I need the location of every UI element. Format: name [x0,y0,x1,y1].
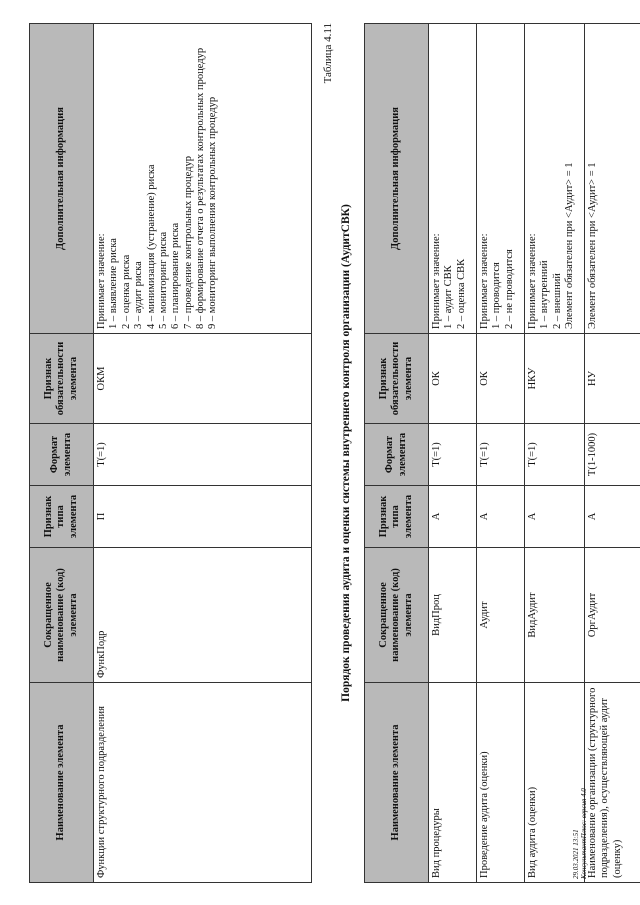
cell-type: А [477,485,525,547]
cell-info [477,23,525,333]
cell-required: ОК [429,333,477,423]
cell-info [585,23,640,333]
info-line: 1 – проводится [491,261,503,329]
header-name: Наименование элемента [30,682,94,882]
header-type: Признак типа элемента [365,485,429,547]
cell-info [94,23,312,333]
info-line: 2 – оценка риска [120,254,132,329]
info-line: 2 – оценка СВК [455,258,467,329]
cell-required: ОК [477,333,525,423]
header-short: Сокращенное наименование (код) элемента [30,547,94,682]
table-row [585,23,640,882]
rotated-page-content [25,22,623,883]
table-continuation [29,23,312,883]
header-format: Формат элемента [30,423,94,485]
cell-short: ВидАудит [525,547,585,682]
info-line: 2 – не проводится [503,248,515,329]
info-intro: Принимает значение: [431,232,442,329]
cell-info [429,23,477,333]
cell-required: НУ [585,333,640,423]
info-intro: Принимает значение: [527,232,538,329]
table-row [94,23,312,882]
cell-short: ФункПодр [94,547,312,682]
stamp-source: КонсультантПлюс: версия 4.0 [580,787,589,879]
header-required: Признак обязательности элемента [30,333,94,423]
table-row [477,23,525,882]
cell-name: Вид аудита (оценки) [525,682,585,882]
cell-info [525,23,585,333]
info-line: 9 – мониторинг выполнения контрольных процедур [207,96,219,329]
print-stamp [572,788,588,879]
cell-name: Функции структурного подразделения [94,682,312,882]
info-line: 8 – формирование отчета о результатах контрольных процедур [195,47,206,329]
info-line: 1 – внутренний [539,259,551,329]
cell-name: Вид процедуры [429,682,477,882]
cell-type: А [429,485,477,547]
table-row [525,23,585,882]
cell-format: T(=1) [525,423,585,485]
cell-short: Аудит [477,547,525,682]
cell-name: Проведение аудита (оценки) [477,682,525,882]
info-intro: Элемент обязателен при <Аудит> = 1 [587,162,598,329]
cell-type: А [525,485,585,547]
table-title: Порядок проведения аудита и оценки системы внутреннего контроля организации (АудитСВК) [340,203,352,702]
info-line: 6 – планирование риска [170,222,182,329]
stamp-date: 29.03.2021 13:51 [572,828,580,879]
header-required: Признак обязательности элемента [365,333,429,423]
info-line: 7 – проведение контрольных процедур [182,155,194,329]
cell-name: Наименование организации (структурного подразделения), осуществляющей аудит (оценку) [585,682,640,882]
info-line: 1 – аудит СВК [443,264,455,329]
info-line: 2 – внешний [551,272,563,329]
info-intro: Принимает значение: [96,232,107,329]
info-line: 3 – аудит риска [133,260,145,329]
info-intro: Принимает значение: [479,232,490,329]
cell-required: ОКМ [94,333,312,423]
cell-format: T(=1) [94,423,312,485]
info-line: Элемент обязателен при <Аудит> = 1 [564,162,576,329]
cell-format: T(1-1000) [585,423,640,485]
cell-short: ВидПроц [429,547,477,682]
info-line: 1 – выявление риска [108,237,120,329]
cell-format: T(=1) [477,423,525,485]
cell-type: П [94,485,312,547]
header-format: Формат элемента [365,423,429,485]
table-audit [364,23,640,883]
header-type: Признак типа элемента [30,485,94,547]
table-number: Таблица 4.11 [322,22,334,83]
header-info: Дополнительная информация [365,23,429,333]
header-short: Сокращенное наименование (код) элемента [365,547,429,682]
cell-type: А [585,485,640,547]
cell-format: T(=1) [429,423,477,485]
cell-short: ОргАудит [585,547,640,682]
table-row [429,23,477,882]
header-name: Наименование элемента [365,682,429,882]
header-info: Дополнительная информация [30,23,94,333]
info-line: 5 – мониторинг риска [157,231,169,329]
cell-required: НКУ [525,333,585,423]
info-line: 4 – минимизация (устранение) риска [145,164,157,329]
